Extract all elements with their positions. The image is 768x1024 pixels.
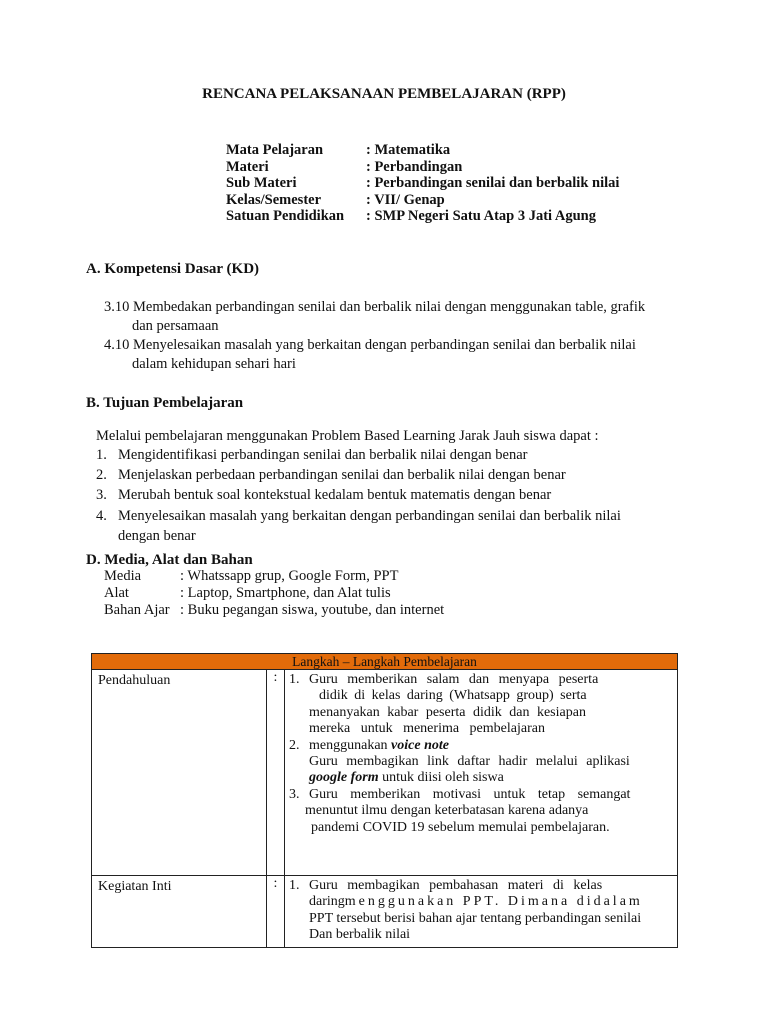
media-row [104,585,444,602]
identity-row [226,175,619,192]
step-item [289,878,673,944]
identity-value: : Perbandingan [366,158,463,175]
learning-steps-table [91,653,678,948]
media-row [104,602,444,619]
step-text [309,878,673,944]
section-a-heading: A. Kompetensi Dasar (KD) [86,261,260,277]
identity-key: Mata Pelajaran [226,142,324,158]
identity-value: : Perbandingan senilai dan berbalik nilai [366,175,620,192]
list-text: Menjelaskan perbedaan perbandingan senilai dan berbalik nilai dengan benar [118,467,566,483]
list-number: 1. [96,447,107,463]
list-item [96,445,696,465]
step-line: mereka untuk menerima pembelajaran [309,721,545,737]
kd-item: 3.10 Membedakan perbandingan senilai dan berbalik nilai dengan menggunakan table, grafik [104,299,646,315]
identity-key: Kelas/Semester [226,191,322,208]
list-number: 4. [96,508,107,524]
identity-row [226,208,619,225]
phase-label: Pendahuluan [92,670,267,876]
identity-key: Satuan Pendidikan [226,208,345,225]
step-item [289,787,673,836]
identity-value: : Matematika [366,142,451,158]
step-number: 1. [289,672,300,687]
identity-row [226,142,619,159]
identity-key: Sub Materi [226,175,297,192]
step-line: Guru memberikan salam dan menyapa peserta [309,672,599,687]
step-text [309,672,673,738]
step-emphasis: voice note [391,737,449,753]
identity-row [226,192,619,209]
step-line: Guru membagikan link daftar hadir melalui aplikasi [309,754,630,770]
list-text: Menyelesaikan masalah yang berkaitan dengan perbandingan senilai dan berbalik nilai [118,508,621,524]
step-text-part: untuk diisi oleh siswa [378,770,504,786]
objectives-list [96,445,696,546]
media-block [104,568,444,619]
media-row [104,568,444,585]
step-line: didik di kelas daring (Whatsapp group) serta [319,688,587,704]
step-text [305,786,673,836]
media-value: : Laptop, Smartphone, dan Alat tulis [180,585,391,601]
step-item [289,738,673,787]
step-text-part: menggunakan PPT. Dimana didalam [344,894,643,910]
identity-key: Materi [226,158,269,175]
step-text-part: daring [309,894,345,910]
media-key: Alat [104,585,129,601]
list-text: Merubah bentuk soal kontekstual kedalam bentuk matematis dengan benar [118,487,552,503]
identity-block [226,142,619,225]
step-emphasis: google form [309,770,379,786]
kd-item-continuation: dan persamaan [132,318,219,334]
step-number: 2. [289,737,300,753]
step-line [309,738,673,754]
step-line: Dan berbalik nilai [309,927,411,943]
table-header-row [92,654,678,670]
list-item [96,465,696,485]
list-continuation: dengan benar [118,528,196,544]
identity-value: : SMP Negeri Satu Atap 3 Jati Agung [366,208,596,225]
identity-value: : VII/ Genap [366,191,445,208]
list-item [96,506,696,526]
document-title: RENCANA PELAKSANAAN PEMBELAJARAN (RPP) [202,86,566,102]
step-line: menuntut ilmu dengan keterbatasan karena adanya [305,803,589,819]
kd-list [104,298,704,374]
section-d-heading: D. Media, Alat dan Bahan [86,552,253,568]
identity-row [226,159,619,176]
step-line: PPT tersebut berisi bahan ajar tentang perbandingan senilai [309,910,642,926]
table-row [92,876,678,948]
objectives-intro: Melalui pembelajaran menggunakan Problem Based Learning Jarak Jauh siswa dapat : [96,428,599,444]
step-line: Guru membagikan pembahasan materi di kelas [309,878,603,893]
list-item [96,485,696,505]
step-line: Guru memberikan motivasi untuk tetap semangat [309,786,631,802]
step-number: 3. [289,786,300,802]
list-text: Mengidentifikasi perbandingan senilai dan berbalik nilai dengan benar [118,447,528,463]
table-header: Langkah – Langkah Pembelajaran [92,654,678,670]
phase-steps [285,670,678,876]
phase-steps [285,876,678,948]
phase-label: Kegiatan Inti [92,876,267,948]
step-line: menanyakan kabar peserta didik dan kesiapan [309,704,586,720]
kd-item: 4.10 Menyelesaikan masalah yang berkaitan dengan perbandingan senilai dan berbalik nilai [104,337,636,353]
kd-item-continuation: dalam kehidupan sehari hari [132,356,296,372]
step-item [289,672,673,738]
step-number: 1. [289,878,300,893]
media-value: : Whatssapp grup, Google Form, PPT [180,568,399,584]
colon-cell: : [267,670,285,876]
colon-cell: : [267,876,285,948]
media-key: Bahan Ajar [104,602,170,618]
media-key: Media [104,568,142,584]
step-text-part: menggunakan [309,737,392,753]
media-value: : Buku pegangan siswa, youtube, dan internet [180,602,445,618]
list-number: 2. [96,467,107,483]
step-line [309,894,673,910]
list-number: 3. [96,487,107,503]
step-line [309,770,673,786]
step-text [309,738,673,787]
table-row [92,670,678,876]
step-line: pandemi COVID 19 sebelum memulai pembelajaran. [311,819,610,835]
section-b-heading: B. Tujuan Pembelajaran [86,395,244,411]
